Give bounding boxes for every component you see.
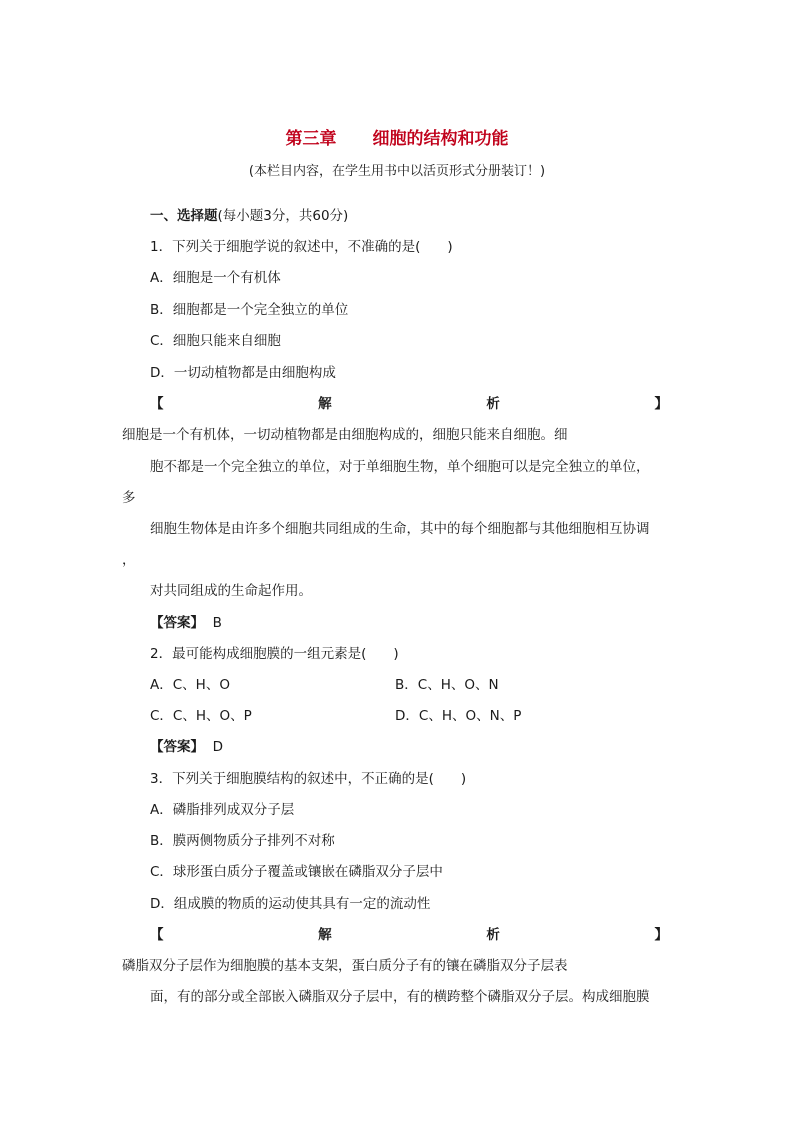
section-heading: 一、选择题(每小题3分，共60分) xyxy=(150,208,349,224)
question-3-option-b: B．膜两侧物质分子排列不对称 xyxy=(150,833,335,849)
analysis-3-line-2: 面，有的部分或全部嵌入磷脂双分子层中，有的横跨整个磷脂双分子层。构成细胞膜 xyxy=(150,989,650,1005)
question-2-stem: 2．最可能构成细胞膜的一组元素是( ) xyxy=(150,646,399,662)
question-3-stem: 3．下列关于细胞膜结构的叙述中，不正确的是( ) xyxy=(150,771,467,787)
question-2-answer: 【答案】 D xyxy=(150,739,223,755)
question-3-analysis-label: 【 解 析 】 xyxy=(150,927,668,943)
binding-note: (本栏目内容，在学生用书中以活页形式分册装订！) xyxy=(248,164,546,179)
analysis-1-line-1: 细胞是一个有机体，一切动植物都是由细胞构成的，细胞只能来自细胞。细 xyxy=(122,427,568,443)
question-2-option-d: D．C、H、O、N、P xyxy=(395,708,522,724)
question-2-option-b: B．C、H、O、N xyxy=(395,677,499,693)
chapter-number: 第三章 xyxy=(285,129,337,149)
question-1-option-a: A．细胞是一个有机体 xyxy=(150,270,281,286)
question-2-option-c: C．C、H、O、P xyxy=(150,708,252,724)
page-title xyxy=(0,124,794,149)
analysis-1-line-4: 细胞生物体是由许多个细胞共同组成的生命，其中的每个细胞都与其他细胞相互协调 xyxy=(150,521,650,537)
question-1-option-c: C．细胞只能来自细胞 xyxy=(150,333,281,349)
question-3-option-d: D．组成膜的物质的运动使其具有一定的流动性 xyxy=(150,896,431,912)
analysis-1-line-5: ， xyxy=(122,552,136,568)
question-1-stem: 1．下列关于细胞学说的叙述中，不准确的是( ) xyxy=(150,239,453,255)
chapter-name: 细胞的结构和功能 xyxy=(372,129,509,149)
analysis-3-line-1: 磷脂双分子层作为细胞膜的基本支架，蛋白质分子有的镶在磷脂双分子层表 xyxy=(122,958,568,974)
question-1-analysis-label: 【 解 析 】 xyxy=(150,396,668,412)
question-1-option-b: B．细胞都是一个完全独立的单位 xyxy=(150,302,349,318)
question-3-option-c: C．球形蛋白质分子覆盖或镶嵌在磷脂双分子层中 xyxy=(150,864,443,880)
question-1-option-d: D．一切动植物都是由细胞构成 xyxy=(150,365,336,381)
question-1-answer: 【答案】 B xyxy=(150,615,222,631)
analysis-1-line-3: 多 xyxy=(122,490,136,506)
question-3-option-a: A．磷脂排列成双分子层 xyxy=(150,802,295,818)
analysis-1-line-6: 对共同组成的生命起作用。 xyxy=(150,583,312,599)
question-2-option-a: A．C、H、O xyxy=(150,677,230,693)
analysis-1-line-2: 胞不都是一个完全独立的单位，对于单细胞生物，单个细胞可以是完全独立的单位， xyxy=(150,459,650,475)
